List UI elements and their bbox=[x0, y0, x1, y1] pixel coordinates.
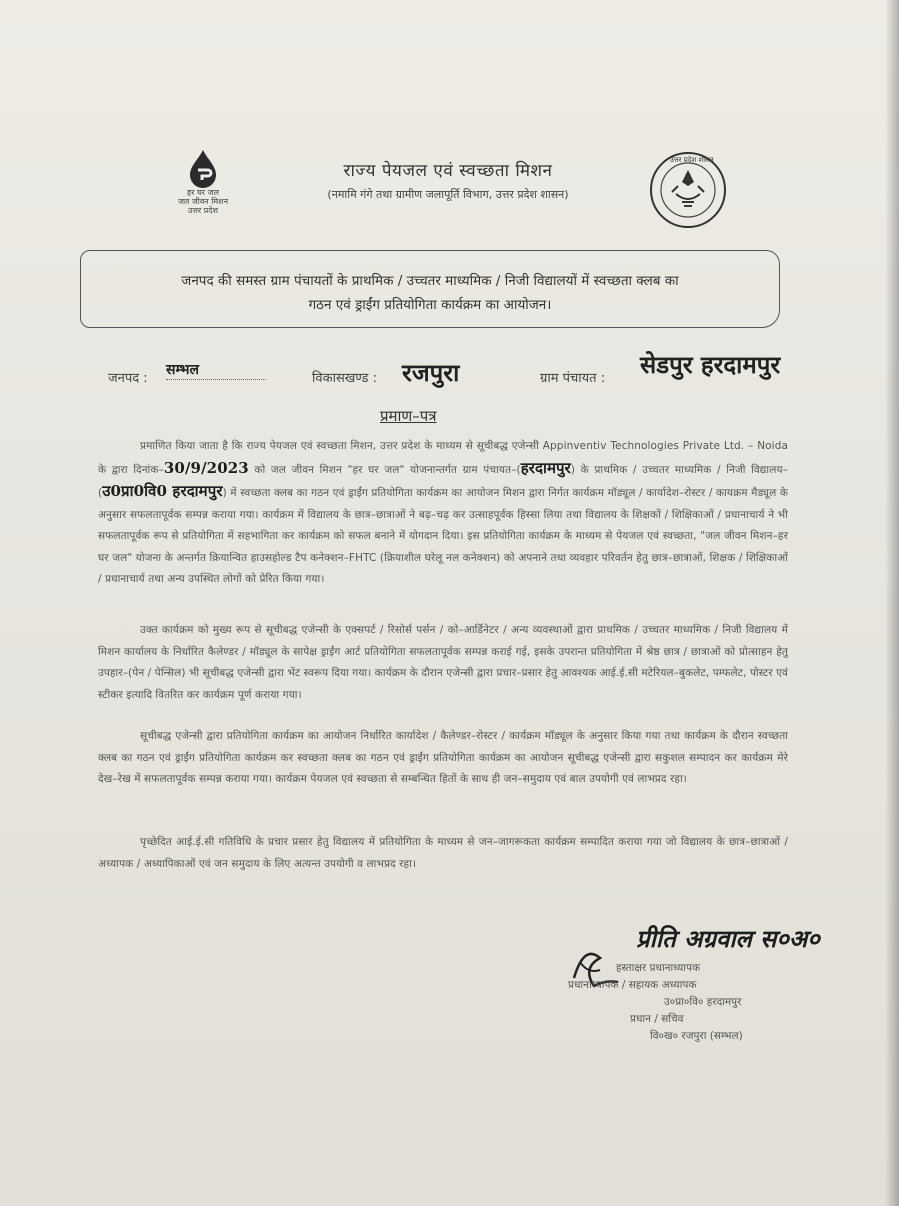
p1-text-d: ) में स्वच्छता क्लब का गठन एवं ड्राईंग प्रतियोगिता कार्यक्रम का आयोजन मिशन द्वारा निर्गत कार्यक्रम मॉड्यूल / कार्यादेश–रोस्टर / कायक्रम मैड्यूल के अनुसार सफलतापूर्वक सम्पन्न कराया गया। कार्यक्रम में विद्यालय के छात्र–छात्राओं ने बढ़–चढ़ कर उत्साहपूर्वक हिस्सा लिया तथा विद्यालय के शिक्षकों / शिक्षिकाओं / प्रधानाचार्य ने भी सफलतापूर्वक रूप से प्रतियोगिता में सहभागिता कर कार्यक्रम को सफल बनाने में योगदान दिया। इस प्रतियोगिता कार्यक्रम के माध्यम से पेयजल एवं स्वच्छता, "जल जीवन मिशन–हर घर जल" योजना के अन्तर्गत क्रियान्वित हाउसहोल्ड टैप कनेक्शन–FHTC (क्रियाशील घरेलू नल कनेक्शन) को अपनाने तथा व्यवहार परिवर्तन हेतु छात्र–छात्राओं, शिक्षक / शिक्षिकाओं / प्रधानाचार्य तथा अन्य उपस्थित लोगों को प्रेरित किया गया। bbox=[98, 487, 788, 585]
district-value: सम्भल bbox=[166, 360, 266, 380]
logo-line-3: उत्तर प्रदेश bbox=[188, 206, 218, 215]
block-label: विकासखण्ड : bbox=[312, 371, 378, 386]
p1-text-c: ) के प्राथमिक / उच्चतर माध्यमिक / निजी विद्यालय–( bbox=[98, 463, 788, 499]
paragraph-1 bbox=[98, 436, 788, 591]
event-date: 30/9/2023 bbox=[163, 458, 249, 477]
sign-line-3: उ०प्रा०वि० हरदामपुर bbox=[664, 996, 742, 1008]
logo-line-2: जल जीवन मिशन bbox=[177, 197, 229, 206]
p2-text: उक्त कार्यक्रम को मुख्य रूप से सूचीबद्ध एजेन्सी के एक्सपर्ट / रिसोर्स पर्सन / को–आर्डिनेटर / अन्य व्यवस्थाओं द्वारा प्राथमिक / उच्चतर माध्यमिक / निजी विद्यालय में मिशन कार्यालय के निर्धारित कैलेण्डर / मॉड्यूल के सापेक्ष ड्राईंग आर्ट प्रतियोगिता सफलतापूर्वक सम्पन्न कराई गई, इसके उपरान्त प्रतियोगिता में श्रेष्ठ छात्र / छात्राओं को प्रोत्साहन हेतु उपहार–(पेन / पेन्सिल) भी सूचीबद्ध एजेन्सी द्वारा भेंट स्वरूप दिया गया। कार्यक्रम के दौरान एजेन्सी द्वारा प्रचार–प्रसार हेतु आवश्यक आई.ई.सी मटेरियल–बुकलेट, पम्फलेट, पोस्टर एवं स्टीकर इत्यादि वितरित कर कार्यक्रम पूर्ण कराया गया। bbox=[98, 624, 788, 701]
village-name: हरदामपुर bbox=[520, 458, 571, 477]
mission-title: राज्य पेयजल एवं स्वच्छता मिशन bbox=[343, 161, 553, 181]
location-fields bbox=[0, 350, 899, 396]
subject-line-2: गठन एवं ड्राईंग प्रतियोगिता कार्यक्रम का आयोजन। bbox=[308, 297, 552, 313]
paragraph-2 bbox=[98, 620, 788, 706]
page-edge-shadow bbox=[885, 0, 899, 1206]
school-name: उ0प्रा0वि0 हरदामपुर bbox=[102, 482, 223, 500]
signatory-name: प्रीति अग्रवाल स०अ० bbox=[636, 924, 820, 953]
emblem-text: उत्तर प्रदेश शासन bbox=[670, 156, 714, 164]
signature-block bbox=[568, 960, 828, 1045]
letterhead bbox=[268, 158, 628, 202]
sign-line-5: वि०ख० रजपुरा (सम्भल) bbox=[650, 1030, 743, 1042]
panchayat-label: ग्राम पंचायत : bbox=[540, 371, 606, 386]
subject-line-1: जनपद की समस्त ग्राम पंचायतों के प्राथमिक / उच्चतर माध्यमिक / निजी विद्यालयों में स्वच्छता क्लब का bbox=[181, 273, 679, 289]
mission-subtitle: (नमामि गंगे तथा ग्रामीण जलापूर्ति विभाग, उत्तर प्रदेश शासन) bbox=[327, 188, 569, 201]
p3-text: सूचीबद्ध एजेन्सी द्वारा प्रतियोगिता कार्यक्रम का आयोजन निर्धारित कार्यादेश / कैलेण्डर–रोस्टर / कार्यक्रम मॉड्यूल के अनुसार किया गया तथा कार्यक्रम के दौरान स्वच्छता क्लब का गठन एवं ड्राईंग प्रतियोगिता कार्यक्रम कर स्वच्छता क्लब का गठन एवं ड्राईंग प्रतियोगिता कार्यक्रम का आयोजन सूचीबद्ध एजेन्सी द्वारा सकुशल सम्पादन कर कार्यक्रम मेरे देख–रेख में सफलतापूर्वक सम्पन्न कराया गया। कार्यक्रम पेयजल एवं स्वच्छता से सम्बन्धित हितों के साथ ही जन–समुदाय एवं बाल उपयोगी एवं लाभप्रद रहा। bbox=[98, 730, 788, 785]
subject-box bbox=[80, 250, 780, 328]
p1-text-a: प्रमाणित किया जाता है कि राज्य पेयजल एवं स्वच्छता मिशन, उत्तर प्रदेश के माध्यम से सूचीबद्ध एजेन्सी Appinventiv Technologies Private Ltd. – Noida के द्वारा दिनांक– bbox=[98, 440, 788, 476]
logo-line-1: हर घर जल bbox=[187, 188, 219, 197]
district-label: जनपद : bbox=[108, 371, 148, 386]
up-government-emblem bbox=[648, 150, 728, 230]
p1-text-b: को जल जीवन मिशन "हर घर जल" योजनान्तर्गत ग्राम पंचायत–( bbox=[248, 463, 521, 476]
panchayat-value: सेडपुर हरदामपुर bbox=[640, 350, 781, 379]
certificate-title: प्रमाण–पत्र bbox=[380, 407, 437, 425]
paragraph-4 bbox=[98, 832, 788, 875]
sign-line-2: प्रधानाध्यापक / सहायक अध्यापक bbox=[568, 979, 697, 991]
block-value: रजपुरा bbox=[402, 358, 460, 387]
sign-line-1: हस्ताक्षर प्रधानाध्यापक bbox=[616, 962, 701, 974]
har-ghar-jal-logo bbox=[168, 148, 238, 228]
p4-text: पृच्छेदित आई.ई.सी गतिविधि के प्रचार प्रसार हेतु विद्यालय में प्रतियोगिता के माध्यम से जन–जागरूकता कार्यक्रम सम्पादित कराया गया जो विद्यालय के छात्र–छात्राओं / अध्यापक / अध्यापिकाओं एवं जन समुदाय के लिए अत्यन्त उपयोगी व लाभप्रद रहा। bbox=[98, 836, 788, 870]
sign-line-4: प्रधान / सचिव bbox=[630, 1013, 684, 1025]
water-drop-icon bbox=[186, 148, 220, 188]
paragraph-3 bbox=[98, 726, 788, 791]
